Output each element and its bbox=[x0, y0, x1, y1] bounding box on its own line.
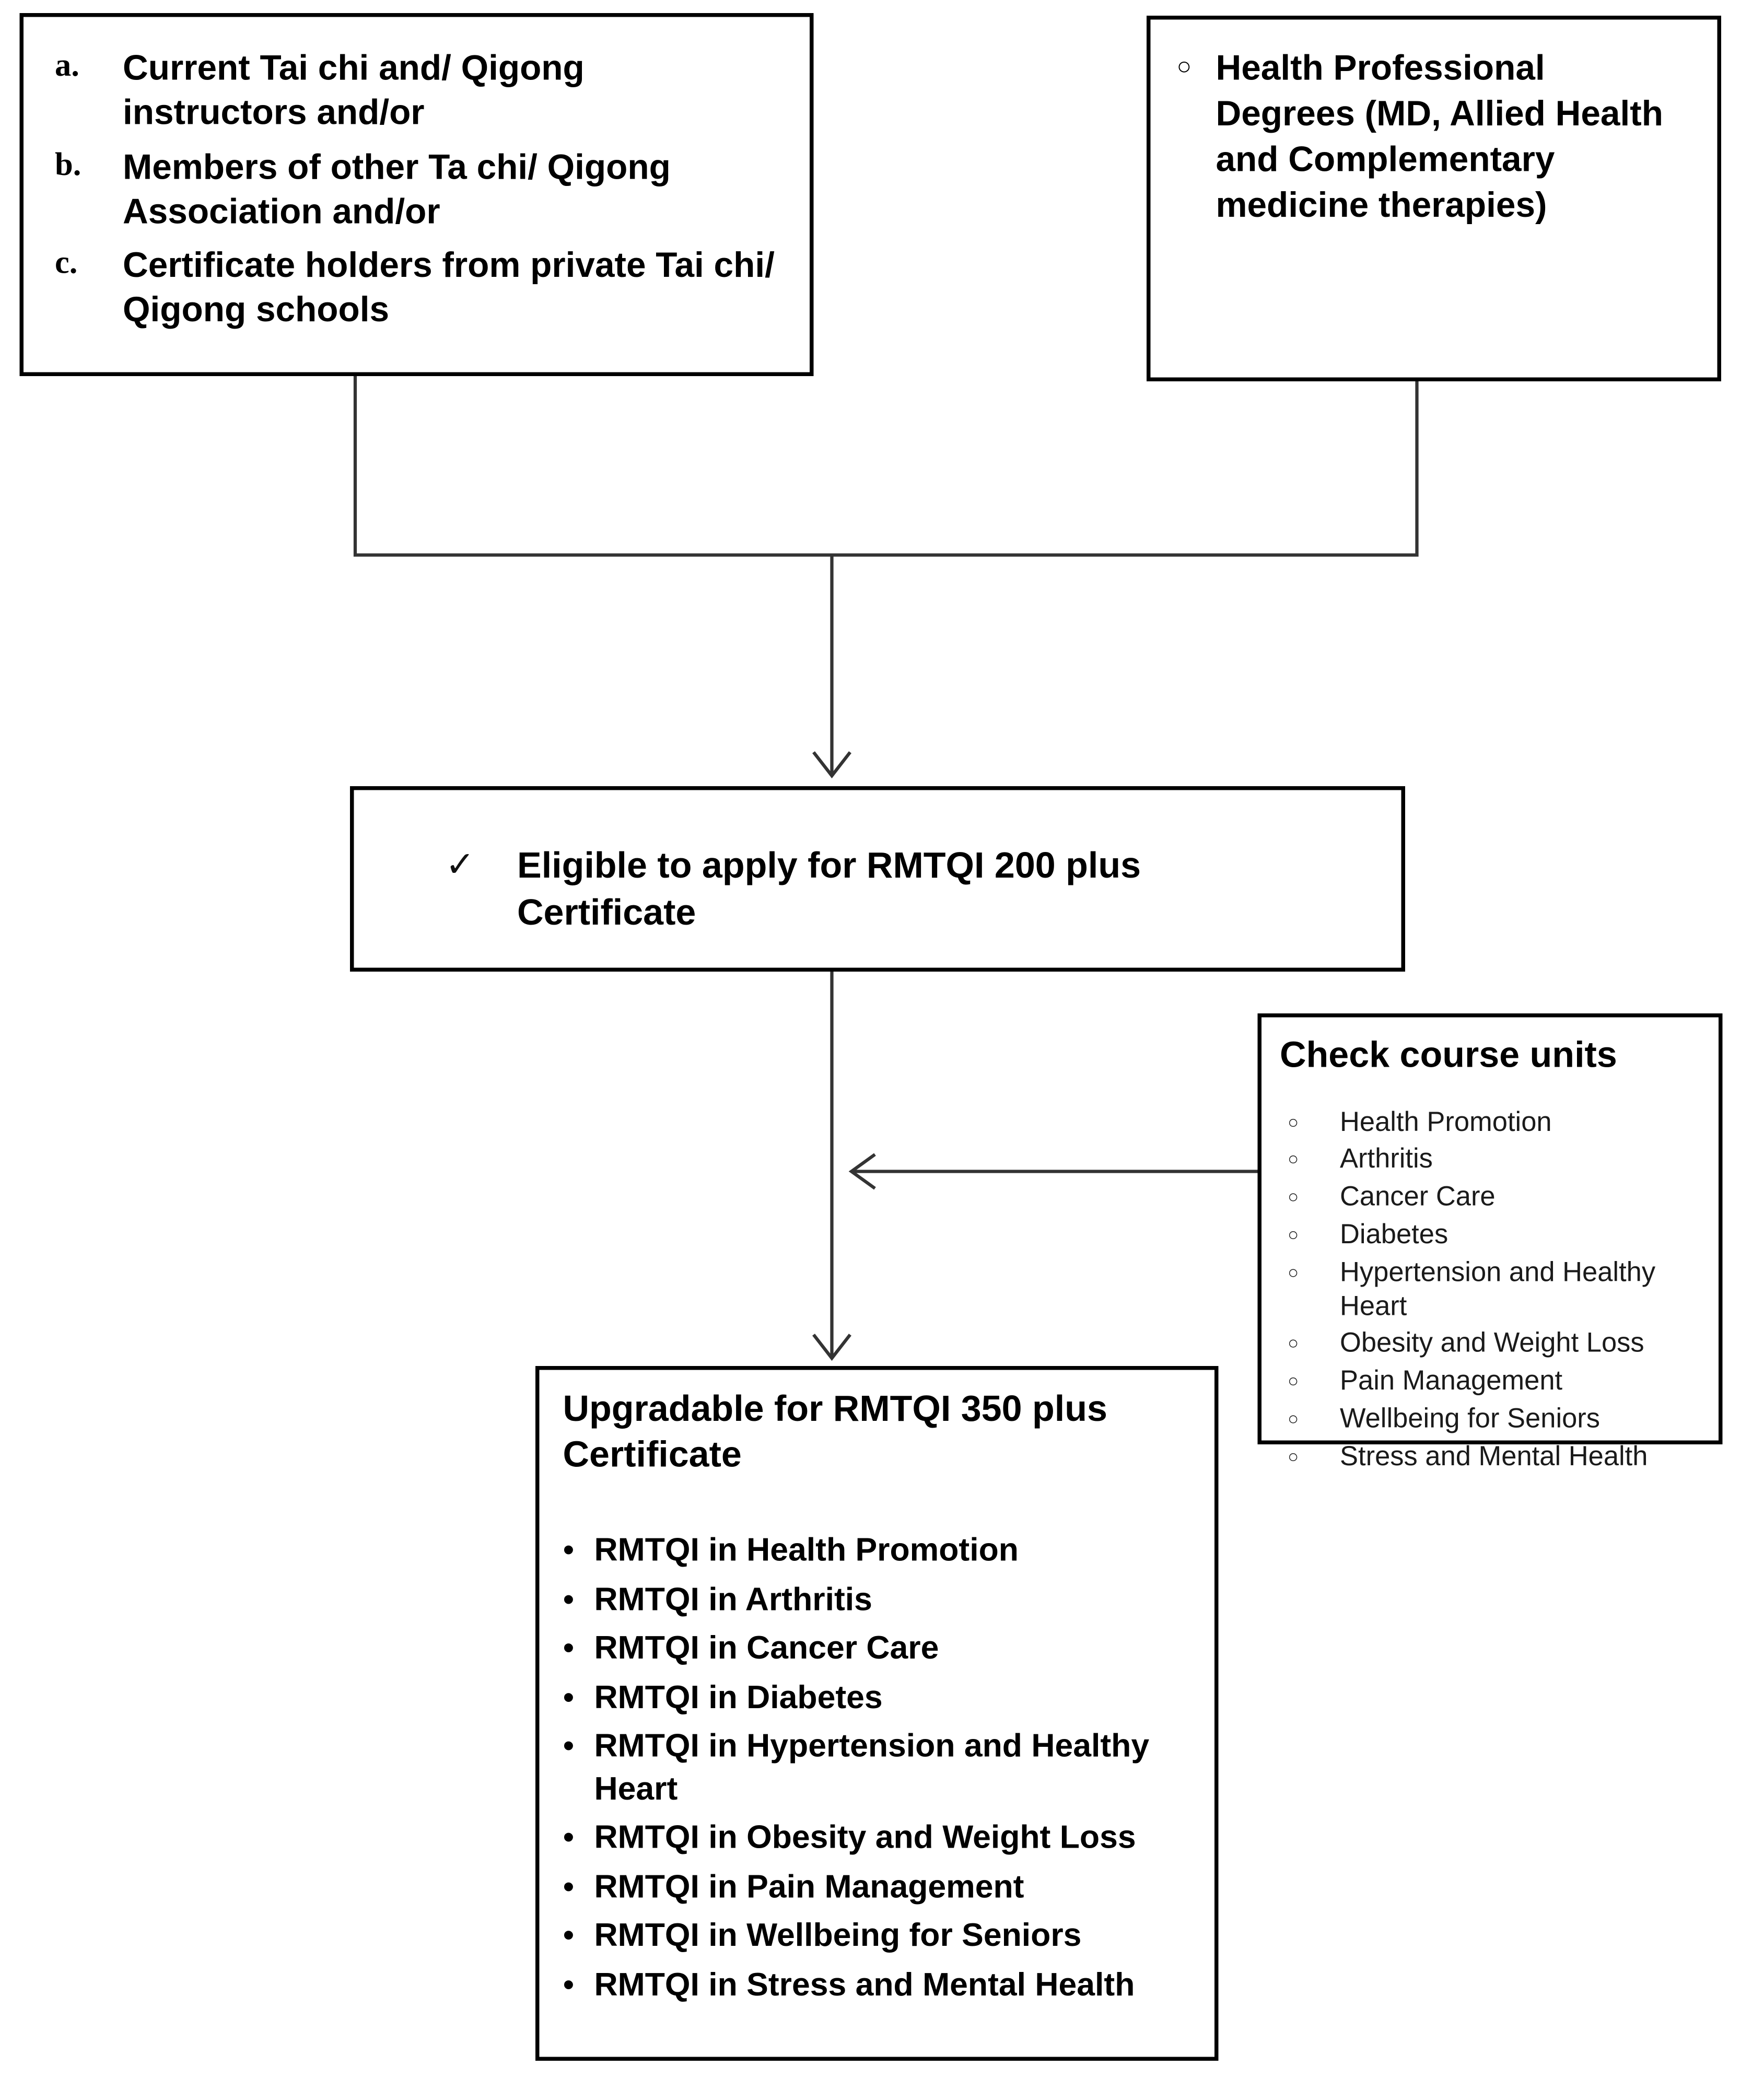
open-circle-bullet-icon: ○ bbox=[1288, 1111, 1299, 1132]
filled-bullet-icon: • bbox=[563, 1868, 575, 1905]
list-item bbox=[1280, 1441, 1700, 1475]
list-text: RMTQI in Arthritis bbox=[594, 1581, 872, 1618]
list-item bbox=[563, 1725, 1191, 1811]
list-item bbox=[563, 1865, 1191, 1908]
arrow-left-icon bbox=[851, 1154, 875, 1188]
open-circle-bullet-icon: ○ bbox=[1288, 1445, 1299, 1467]
list-item bbox=[1280, 1256, 1700, 1323]
list-text: Obesity and Weight Loss bbox=[1340, 1328, 1644, 1359]
list-text: Wellbeing for Seniors bbox=[1340, 1404, 1601, 1434]
upgradable-box bbox=[535, 1366, 1219, 2061]
course-units-list bbox=[1280, 1105, 1700, 1474]
list-text: RMTQI in Wellbeing for Seniors bbox=[594, 1917, 1082, 1954]
list-text: RMTQI in Cancer Care bbox=[594, 1630, 939, 1666]
open-circle-bullet-icon: ○ bbox=[1288, 1148, 1299, 1170]
open-circle-bullet-icon: ○ bbox=[1288, 1408, 1299, 1429]
list-item bbox=[1280, 1365, 1700, 1399]
list-text: Current Tai chi and/ Qigong instructors and/or bbox=[123, 48, 585, 133]
list-item bbox=[563, 1914, 1191, 1957]
open-circle-bullet-icon: ○ bbox=[1288, 1224, 1299, 1245]
upgradable-list bbox=[563, 1530, 1191, 2006]
list-item bbox=[563, 1676, 1191, 1719]
list-text: RMTQI in Stress and Mental Health bbox=[594, 1966, 1135, 2003]
list-item bbox=[563, 1964, 1191, 2006]
list-marker: a. bbox=[55, 48, 79, 84]
list-item bbox=[1280, 1327, 1700, 1361]
entry-pathways-box bbox=[20, 13, 814, 376]
open-circle-bullet-icon: ○ bbox=[1176, 53, 1192, 81]
list-text: Hypertension and Healthy Heart bbox=[1340, 1257, 1656, 1322]
list-text: Diabetes bbox=[1340, 1220, 1448, 1251]
list-item bbox=[1280, 1181, 1700, 1215]
filled-bullet-icon: • bbox=[563, 1966, 575, 2003]
open-circle-bullet-icon: ○ bbox=[1288, 1186, 1299, 1207]
arrow-down-icon-2 bbox=[814, 1335, 850, 1358]
list-text: RMTQI in Health Promotion bbox=[594, 1532, 1019, 1569]
eligible-row bbox=[446, 843, 1401, 938]
list-text: Certificate holders from private Tai chi/ Qigong schools bbox=[123, 246, 775, 330]
list-text: Arthritis bbox=[1340, 1145, 1433, 1175]
filled-bullet-icon: • bbox=[563, 1917, 575, 1954]
course-units-box bbox=[1258, 1013, 1723, 1472]
list-item bbox=[1280, 1143, 1700, 1177]
filled-bullet-icon: • bbox=[563, 1581, 575, 1618]
arrow-down-icon bbox=[814, 752, 850, 776]
upgradable-title: Upgradable for RMTQI 350 plus Certificate bbox=[563, 1388, 1107, 1475]
list-marker: c. bbox=[55, 246, 78, 281]
list-item bbox=[1280, 1219, 1700, 1253]
list-item bbox=[563, 1817, 1191, 1859]
list-text: RMTQI in Hypertension and Healthy Heart bbox=[594, 1727, 1150, 1807]
list-text: RMTQI in Pain Management bbox=[594, 1868, 1024, 1905]
filled-bullet-icon: • bbox=[563, 1727, 575, 1765]
list-item bbox=[55, 46, 778, 135]
list-item bbox=[563, 1627, 1191, 1670]
list-item bbox=[1280, 1403, 1700, 1437]
open-circle-bullet-icon: ○ bbox=[1288, 1262, 1299, 1283]
eligible-box bbox=[350, 786, 1405, 972]
check-icon: ✓ bbox=[445, 845, 475, 884]
list-item bbox=[1280, 1105, 1700, 1139]
list-text: RMTQI in Diabetes bbox=[594, 1678, 883, 1715]
eligible-text: Eligible to apply for RMTQI 200 plus Certificate bbox=[517, 845, 1141, 933]
list-item bbox=[563, 1530, 1191, 1572]
merge-connector-line bbox=[355, 376, 1417, 555]
open-circle-bullet-icon: ○ bbox=[1288, 1370, 1299, 1392]
list-text: Health Professional Degrees (MD, Allied Health and Complementary medicine therapies) bbox=[1216, 48, 1663, 225]
list-text: Stress and Mental Health bbox=[1340, 1442, 1648, 1472]
list-text: RMTQI in Obesity and Weight Loss bbox=[594, 1819, 1136, 1856]
filled-bullet-icon: • bbox=[563, 1819, 575, 1856]
list-text: Pain Management bbox=[1340, 1366, 1563, 1397]
list-item bbox=[55, 144, 778, 234]
list-text: Health Promotion bbox=[1340, 1106, 1552, 1137]
filled-bullet-icon: • bbox=[563, 1630, 575, 1666]
list-text: Members of other Ta chi/ Qigong Association and/or bbox=[123, 147, 671, 231]
course-units-title: Check course units bbox=[1280, 1034, 1617, 1075]
filled-bullet-icon: • bbox=[563, 1532, 575, 1569]
list-text: Cancer Care bbox=[1340, 1182, 1496, 1212]
list-item bbox=[55, 243, 778, 332]
health-professional-box bbox=[1147, 16, 1721, 381]
list-item bbox=[563, 1578, 1191, 1620]
open-circle-bullet-icon: ○ bbox=[1288, 1332, 1299, 1353]
filled-bullet-icon: • bbox=[563, 1678, 575, 1715]
list-marker: b. bbox=[55, 147, 81, 182]
list-item bbox=[1177, 46, 1691, 229]
